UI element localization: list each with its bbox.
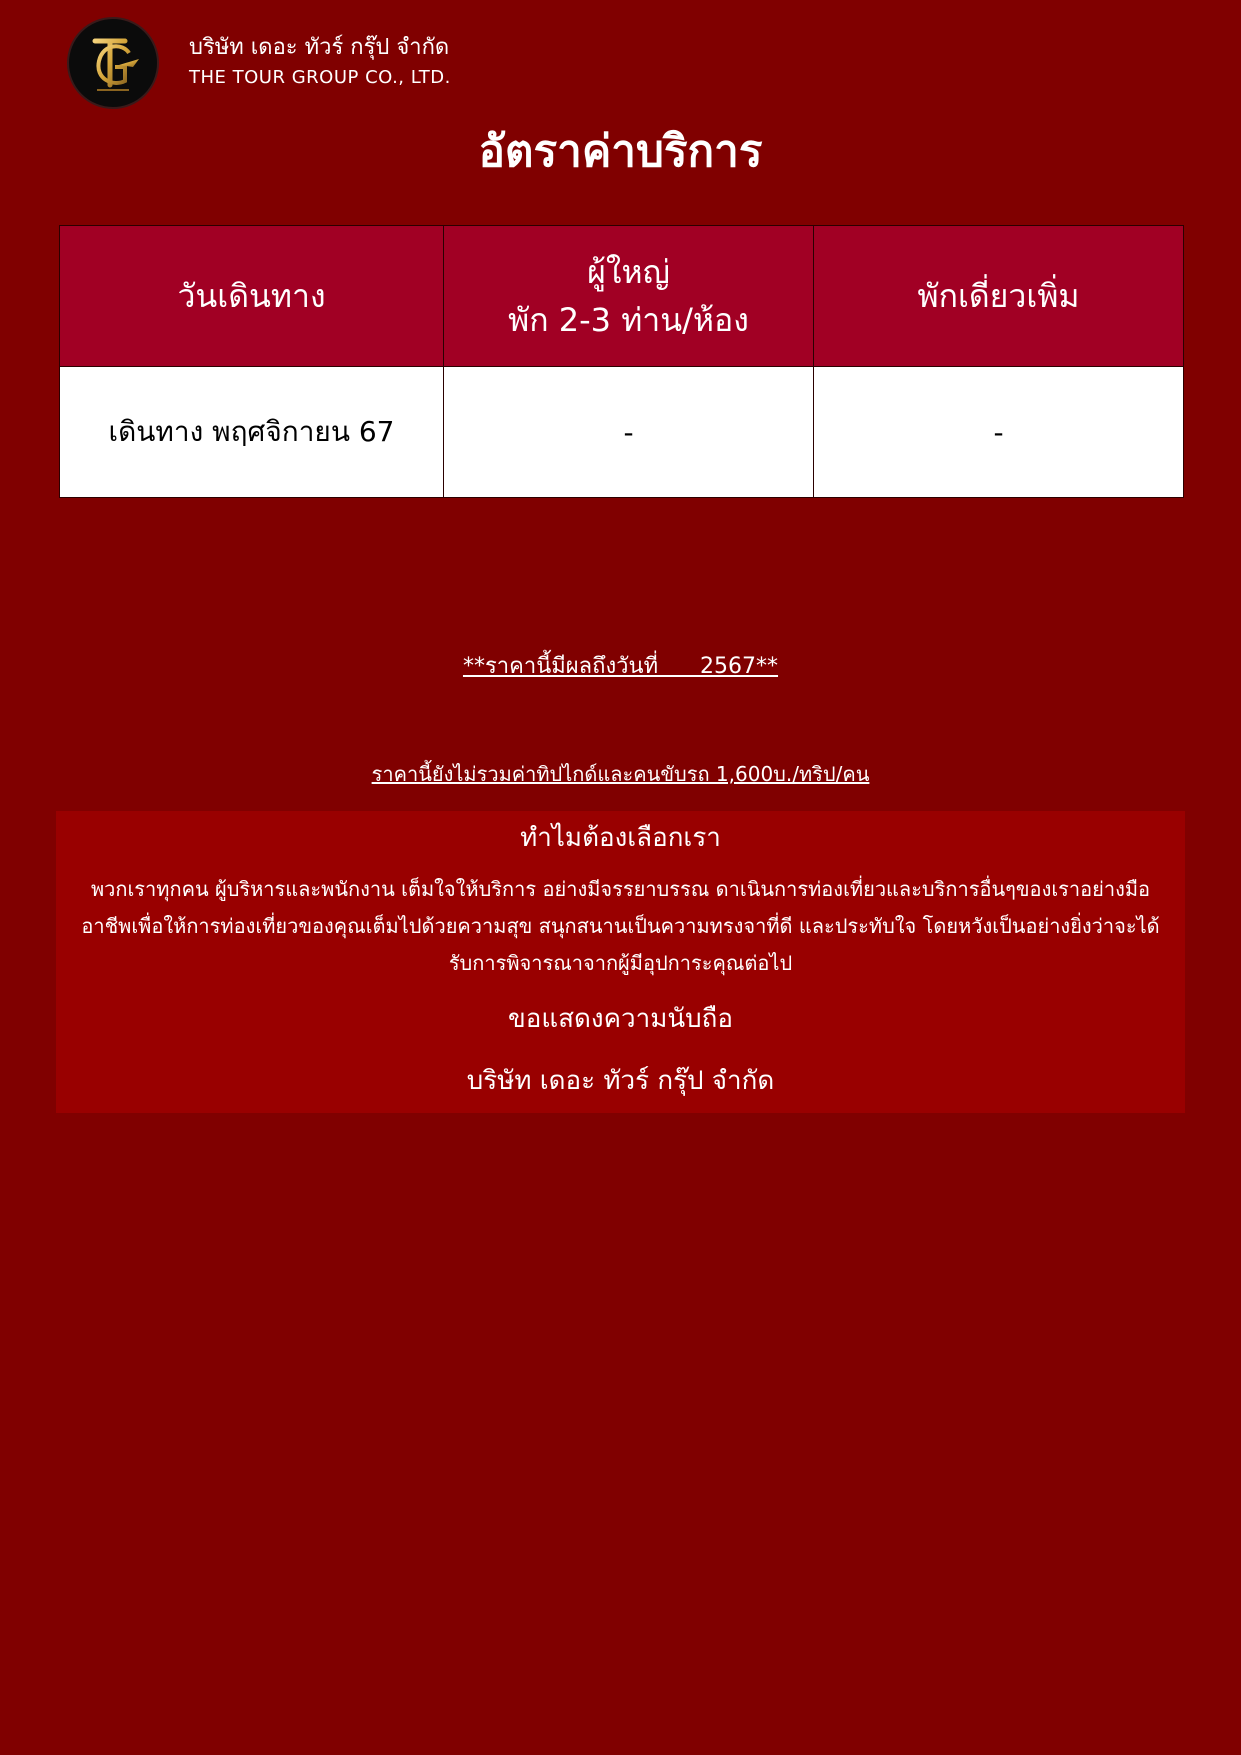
table-row bbox=[60, 367, 1184, 498]
tg-logo-icon bbox=[67, 17, 159, 109]
header-adult-price bbox=[444, 226, 814, 367]
header-adult-label: ผู้ใหญ่ bbox=[587, 253, 670, 291]
table-header-row bbox=[60, 226, 1184, 367]
cell-adult-price: - bbox=[444, 367, 814, 498]
rates-table bbox=[59, 225, 1184, 498]
cell-single-supplement: - bbox=[814, 367, 1184, 498]
why-choose-us-title: ทำไมต้องเลือกเรา bbox=[520, 823, 721, 853]
header-room-share-label: พัก 2-3 ท่าน/ห้อง bbox=[508, 301, 749, 339]
page-title: อัตราค่าบริการ bbox=[478, 126, 763, 177]
company-name-th: บริษัท เดอะ ทัวร์ กรุ๊ป จำกัด bbox=[189, 35, 450, 60]
company-header bbox=[67, 16, 451, 110]
tg-logo-graphic bbox=[73, 23, 153, 103]
company-name-en: THE TOUR GROUP CO., LTD. bbox=[189, 67, 451, 88]
signature-company: บริษัท เดอะ ทัวร์ กรุ๊ป จำกัด bbox=[466, 1066, 775, 1096]
header-single-supplement: พักเดี่ยวเพิ่ม bbox=[814, 226, 1184, 367]
cell-travel-date: เดินทาง พฤศจิกายน 67 bbox=[60, 367, 444, 498]
price-validity-note bbox=[0, 648, 1241, 683]
company-name bbox=[189, 33, 451, 93]
price-validity-text: **ราคานี้มีผลถึงวันที่ 2567** bbox=[462, 654, 779, 679]
why-choose-us-body: พวกเราทุกคน ผู้บริหารและพนักงาน เต็มใจให้บริการ อย่างมีจรรยาบรรณ ดาเนินการท่องเที่ยวและบริการอื่นๆของเราอย่างมืออาชีพเพื่อให้การท่องเที่ยวของคุณเต็มไปด้วยความสุข สนุกสนานเป็นความทรงจาที่ดี และประทับใจ โดยหวังเป็นอย่างยิ่งว่าจะได้รับการพิจารณาจากผู้มีอุปการะคุณต่อไป bbox=[81, 877, 1160, 975]
header-travel-date: วันเดินทาง bbox=[60, 226, 444, 367]
why-choose-us-section bbox=[56, 811, 1185, 1113]
tip-exclusion-note: ราคานี้ยังไม่รวมค่าทิปไกด์และคนขับรถ 1,600บ./ทริป/คน bbox=[371, 762, 870, 786]
regards-text: ขอแสดงความนับถือ bbox=[508, 1004, 733, 1034]
